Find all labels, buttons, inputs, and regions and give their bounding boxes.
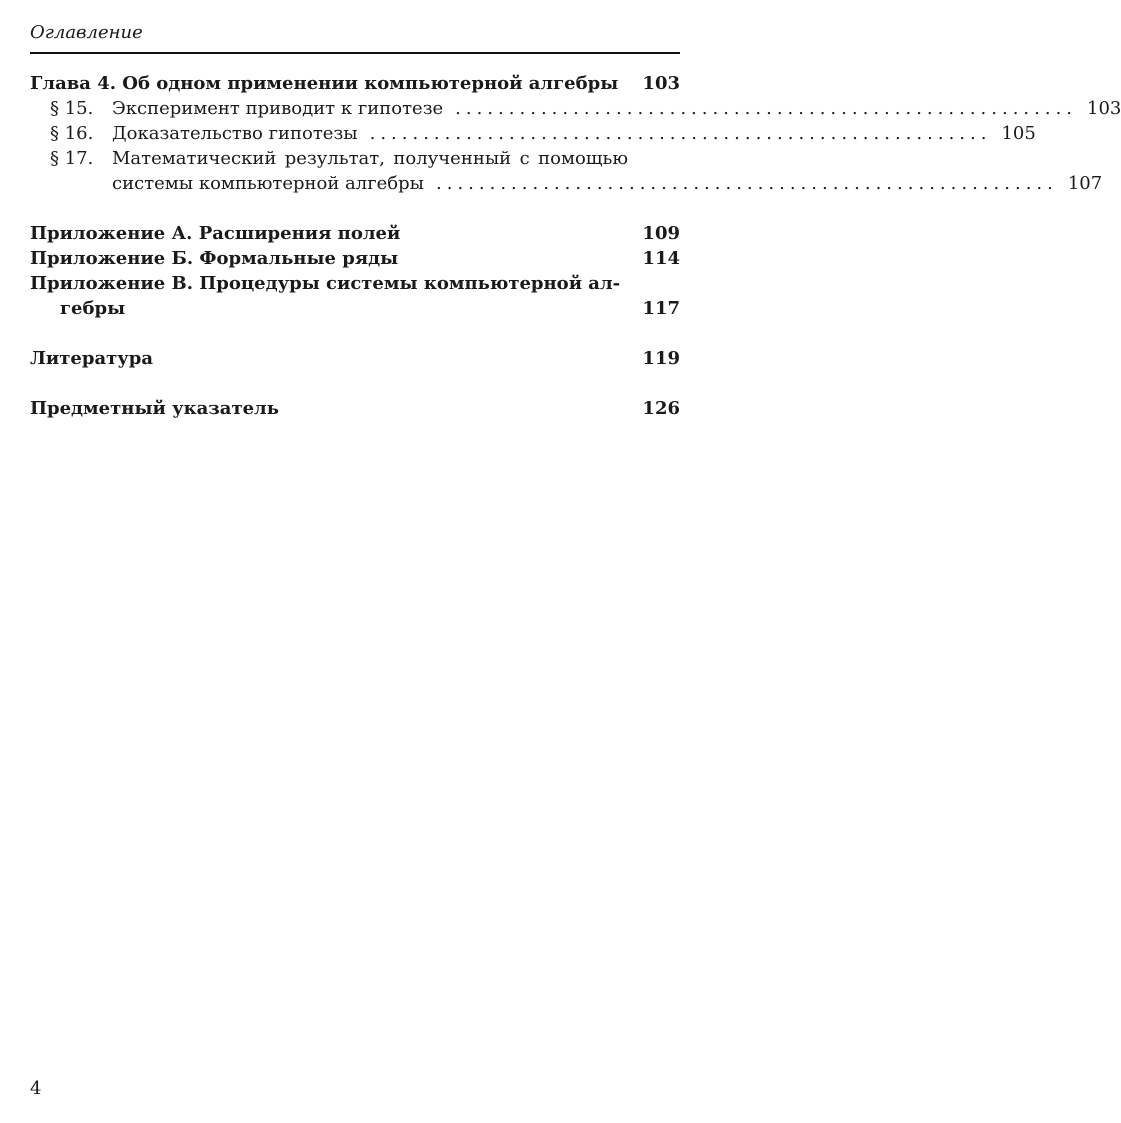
page-number: 4 [30, 1078, 42, 1099]
toc-entry-title: Предметный указатель [30, 398, 279, 419]
toc-entry-page: 103 [642, 73, 680, 94]
toc-entry-section-16[interactable] [30, 121, 1036, 146]
dot-leader: .......................................................... [369, 123, 992, 144]
toc-entry-chapter-4[interactable] [30, 71, 680, 96]
toc-entry-appendix-v[interactable] [30, 271, 680, 321]
toc-entry-appendix-b[interactable] [30, 246, 680, 271]
toc-entry-appendix-a[interactable] [30, 221, 680, 246]
toc-entry-section-15[interactable] [30, 96, 1121, 121]
spacer [30, 371, 680, 396]
toc-entry-title: Приложение Б. Формальные ряды [30, 248, 399, 269]
toc-entry-literature[interactable] [30, 346, 680, 371]
table-of-contents [30, 71, 1121, 421]
toc-entry-page: 114 [642, 248, 680, 269]
toc-entry-section-17[interactable] [30, 146, 1103, 196]
toc-entry-page: 107 [1067, 173, 1103, 194]
dot-leader: .......................................................... [455, 98, 1078, 119]
toc-entry-index[interactable] [30, 396, 680, 421]
dot-leader: .......................................................... [436, 173, 1058, 194]
toc-entry-page: 105 [1001, 123, 1036, 144]
toc-entry-page: 109 [642, 223, 680, 244]
toc-entry-title: Литература [30, 348, 154, 369]
toc-entry-page: 117 [642, 298, 680, 319]
header-rule [30, 52, 680, 54]
spacer [30, 321, 680, 346]
toc-entry-page: 126 [642, 398, 680, 419]
toc-entry-title-line-2: гебры [60, 298, 126, 319]
section-number: § 15. [50, 98, 94, 119]
toc-entry-title: Приложение А. Расширения полей [30, 223, 401, 244]
spacer [30, 196, 680, 221]
toc-entry-page: 103 [1087, 98, 1121, 119]
running-title: Оглавление [30, 22, 143, 43]
section-number: § 16. [50, 123, 94, 144]
toc-entry-title: Эксперимент приводит к гипотезе [112, 98, 444, 119]
section-number: § 17. [50, 148, 94, 169]
toc-entry-title-line-1: Приложение В. Процедуры системы компьютерной ал- [30, 273, 621, 294]
toc-entry-title: Доказательство гипотезы [112, 123, 358, 144]
toc-entry-title: Глава 4. Об одном применении компьютерной алгебры [30, 73, 619, 94]
toc-entry-title-line-1: Математический результат, полученный с помощью [112, 148, 628, 169]
toc-entry-page: 119 [642, 348, 680, 369]
toc-entry-title-line-2: системы компьютерной алгебры [112, 173, 424, 194]
